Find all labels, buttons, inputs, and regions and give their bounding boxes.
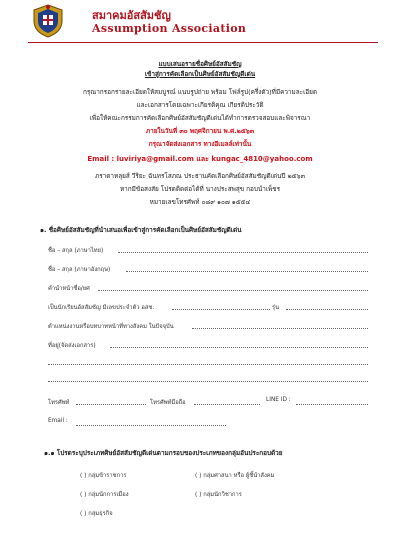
association-name-thai: สมาคมอัสสัมชัญ xyxy=(92,9,171,22)
name-english-label: ชื่อ – สกุล (ภาษาอังกฤษ) xyxy=(48,267,111,273)
name-thai-field[interactable] xyxy=(118,252,368,253)
section-1-1-heading: ๑.๑ โปรดระบุประเภทศิษย์อัสสัมชัญดีเด่นตามกรอบของประเภทของกลุ่มอันประกอบด้วย xyxy=(44,449,283,457)
category-civil-servant[interactable]: ( ) กลุ่มข้าราชการ xyxy=(80,473,127,479)
phone-field[interactable] xyxy=(76,404,146,405)
category-business[interactable]: ( ) กลุ่มธุรกิจ xyxy=(80,511,113,517)
form-title-line2: เข้าสู่การคัดเลือกเป็นศิษย์อัสสัมชัญดีเด่น xyxy=(144,70,256,78)
title-prefix-field[interactable] xyxy=(98,290,368,291)
contact-chair: ภราดาหลุยส์ วีริยะ ฉันทรโสภณ ประธานคัดเลือกศิษย์อัสสัมชัญดีเด่นปี ๒๕๖๓ xyxy=(95,172,305,180)
category-religion[interactable]: ( ) กลุ่มศาสนา หรือ ผู้ชี้นำสังคม xyxy=(195,473,275,479)
instruction-line2: และเอกสารโดยเฉพาะเกียรติคุณ เกียรติประวัติ xyxy=(136,101,264,109)
contact-inquiry: หากมีข้อสงสัย โปรดติดต่อได้ที่ นางประสพสุข กอบนำเพ็ชร xyxy=(119,185,281,193)
line-id-label: LINE ID : xyxy=(266,397,291,403)
position-label: ตำแหน่งงานหรือบทบาทหน้าที่ทางสังคม ในปัจจุบัน xyxy=(48,324,174,330)
association-name-english: Assumption Association xyxy=(92,22,247,35)
address-field-line2[interactable] xyxy=(48,364,368,365)
deadline-text: ภายในวันที่ ๓๐ พฤศจิกายน พ.ศ.๒๕๖๓ xyxy=(145,127,255,135)
mobile-field[interactable] xyxy=(194,404,260,405)
mobile-label: โทรศัพท์มือถือ xyxy=(150,400,186,406)
header-divider xyxy=(28,42,378,43)
category-academic[interactable]: ( ) กลุ่มนักวิชาการ xyxy=(195,492,242,498)
class-year-field[interactable] xyxy=(286,309,368,310)
address-field[interactable] xyxy=(110,347,368,348)
name-thai-label: ชื่อ – สกุล (ภาษาไทย) xyxy=(48,248,104,254)
position-field[interactable] xyxy=(192,328,368,329)
line-id-field[interactable] xyxy=(296,404,368,405)
name-english-field[interactable] xyxy=(126,271,368,272)
phone-label: โทรศัพท์ xyxy=(48,400,70,406)
contact-phone: หมายเลขโทรศัพท์ ๐๘๙ ๑๐๗ ๑๕๕๔ xyxy=(149,198,251,206)
alumni-id-label: เป็นนักเรียนอัสสัมชัญ มีเลขประจำตัว อสช. xyxy=(48,305,155,311)
class-year-label: รุ่น xyxy=(272,305,280,311)
section-1-heading: ๑. ชื่อศิษย์อัสสัมชัญที่นำเสนอเพื่อเข้าสู่การคัดเลือกเป็นศิษย์อัสสัมชัญดีเด่น xyxy=(40,226,242,234)
email-field[interactable] xyxy=(76,425,226,426)
alumni-id-field[interactable] xyxy=(172,309,270,310)
instruction-line1: กรุณากรอกรายละเอียดให้สมบูรณ์ แนบรูปถ่าย พร้อม โฟล์รูป(ครึ่งตัว)ที่มีความละเอียด xyxy=(82,88,318,96)
email-addresses: Email : luviriya@gmail.com และ kungac_4810@yahoo.com xyxy=(87,155,313,163)
email-only-notice: กรุณาจัดส่งเอกสาร ทางอีเมลล์เท่านั้น xyxy=(148,140,252,148)
letterhead xyxy=(0,0,400,42)
category-politician[interactable]: ( ) กลุ่มนักการเมือง xyxy=(80,492,129,498)
form-title-line1: แบบเสนอรายชื่อศิษย์อัสสัมชัญ xyxy=(158,60,242,68)
association-crest-icon xyxy=(30,3,66,39)
title-prefix-label: คำนำหน้าชื่อ/ยศ xyxy=(48,286,90,292)
instruction-line3: เพื่อให้คณะกรรมการคัดเลือกศิษย์อัสสัมชัญดีเด่นได้ทำการตรวจสอบและพิจารณา xyxy=(89,114,311,122)
email-label: Email : xyxy=(48,418,68,424)
address-field-line3[interactable] xyxy=(48,381,368,382)
address-label: ที่อยู่(จัดส่งเอกสาร) xyxy=(48,343,96,349)
